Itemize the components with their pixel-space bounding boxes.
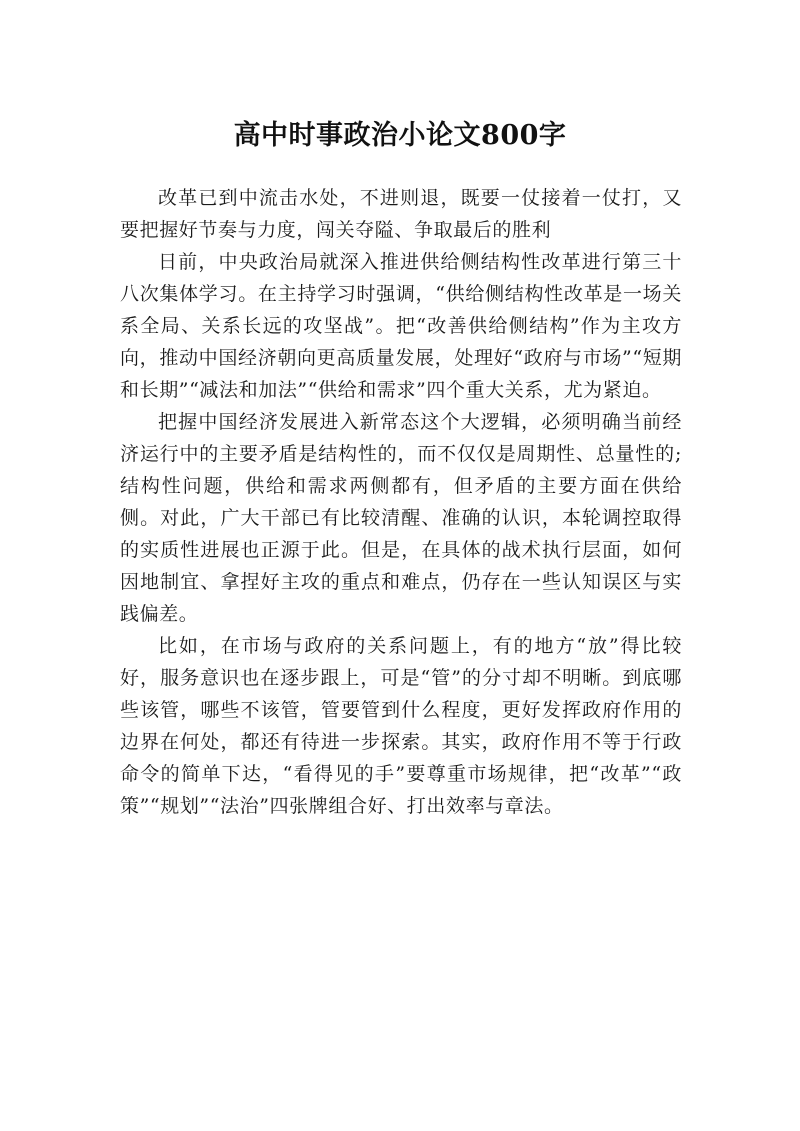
paragraph-2: 日前，中央政治局就深入推进供给侧结构性改革进行第三十八次集体学习。在主持学习时强调，“供给侧结构性改革是一场关系全局、关系长远的攻坚战”。把“改善供给侧结构”作为主攻方向，推动中国经济朝向更高质量发展，处理好“政府与市场”“短期和长期”“减法和加法”“供给和需求”四个重大关系，尤为紧迫。 xyxy=(120,251,682,401)
paragraph-3: 把握中国经济发展进入新常态这个大逻辑，必须明确当前经济运行中的主要矛盾是结构性的，而不仅仅是周期性、总量性的;结构性问题，供给和需求两侧都有，但矛盾的主要方面在供给侧。对此，广大干部已有比较清醒、准确的认识，本轮调控取得的实质性进展也正源于此。但是，在具体的战术执行层面，如何因地制宜、拿捏好主攻的重点和难点，仍存在一些认知误区与实践偏差。 xyxy=(120,411,682,625)
document-title: 高中时事政治小论文800字 xyxy=(233,120,567,152)
document-body xyxy=(120,182,682,822)
paragraph-1: 改革已到中流击水处，不进则退，既要一仗接着一仗打，又要把握好节奏与力度，闯关夺隘、争取最后的胜利 xyxy=(120,187,682,241)
paragraph-4: 比如，在市场与政府的关系问题上，有的地方“放”得比较好，服务意识也在逐步跟上，可是“管”的分寸却不明晰。到底哪些该管，哪些不该管，管要管到什么程度，更好发挥政府作用的边界在何处，都还有待进一步探索。其实，政府作用不等于行政命令的简单下达，“看得见的手”要尊重市场规律，把“改革”“政策”“规划”“法治”四张牌组合好、打出效率与章法。 xyxy=(120,635,682,817)
